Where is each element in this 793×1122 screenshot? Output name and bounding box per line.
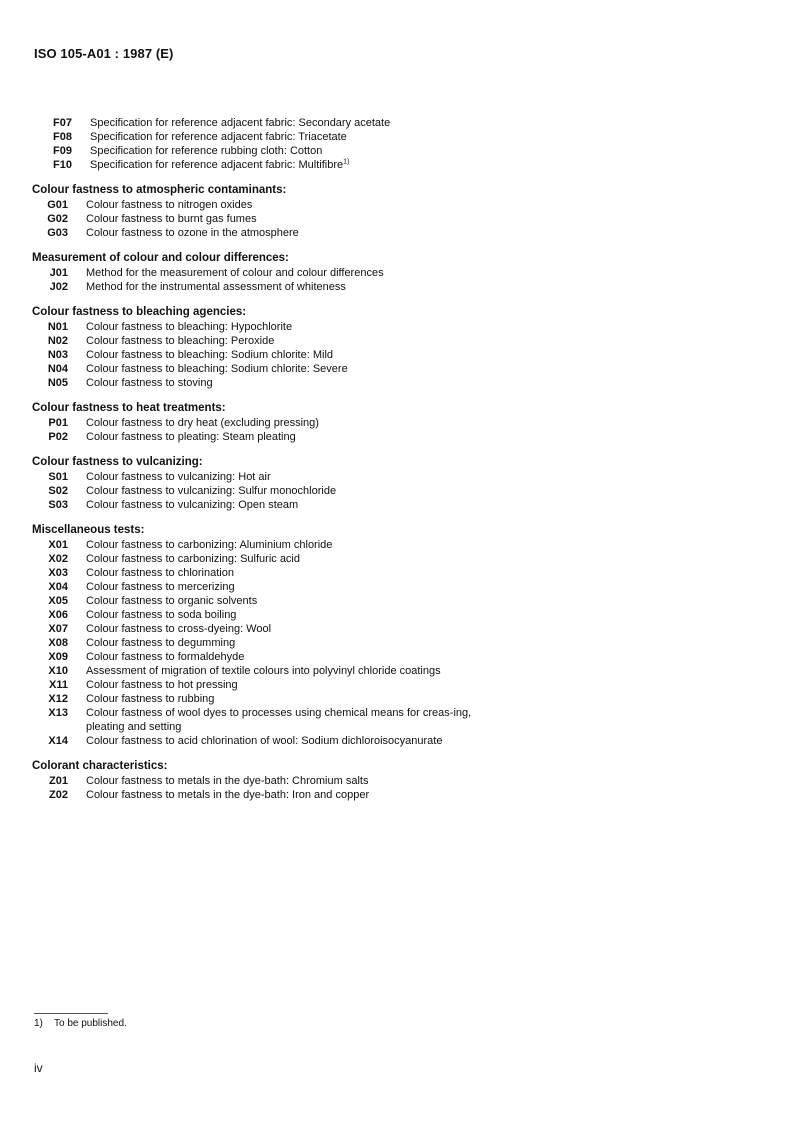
item-description: Colour fastness to mercerizing [86,581,235,593]
list-item-p01 [32,416,752,430]
list-item-n03 [32,348,752,362]
item-description: Colour fastness to organic solvents [86,595,258,607]
list-item-j01 [32,266,752,280]
list-item-n05 [32,376,752,390]
item-description: Specification for reference rubbing cloth: Cotton [90,145,323,157]
list-item-g02 [32,212,752,226]
list-item-x06 [32,608,752,622]
section-x [32,523,752,748]
section-heading: Colorant characteristics: [32,760,168,772]
item-description: Colour fastness to bleaching: Sodium chlorite: Mild [86,349,334,361]
test-method-list [32,116,752,813]
item-description: Colour fastness to formaldehyde [86,651,245,663]
item-description: Colour fastness to soda boiling [86,609,237,621]
item-description: Method for the measurement of colour and colour differences [86,267,384,279]
list-item-x10 [32,664,752,678]
item-code: X05 [48,595,68,607]
item-code: X01 [48,539,68,551]
list-item-x03 [32,566,752,580]
item-description: Colour fastness to bleaching: Hypochlorite [86,321,293,333]
list-item-n02 [32,334,752,348]
list-item-f07 [36,116,752,130]
footnote-reference: 1) [343,158,350,166]
list-item-s02 [32,484,752,498]
item-description: Method for the instrumental assessment of whiteness [86,281,346,293]
item-code: J01 [49,267,68,279]
list-item-z01 [32,774,752,788]
item-code: X08 [48,637,68,649]
item-description: Specification for reference adjacent fabric: Triacetate [90,131,347,143]
item-description: Colour fastness to cross-dyeing: Wool [86,623,272,635]
item-code: G01 [47,199,68,211]
list-item-f10 [36,158,752,172]
list-item-x12 [32,692,752,706]
item-description: Colour fastness to bleaching: Sodium chlorite: Severe [86,363,348,375]
item-description: Colour fastness to rubbing [86,693,215,705]
item-code: N02 [47,335,68,347]
list-item-n04 [32,362,752,376]
item-code: P01 [48,417,68,429]
item-code: S02 [48,485,68,497]
list-item-x02 [32,552,752,566]
list-item-f08 [36,130,752,144]
item-code: N03 [47,349,68,361]
section-heading: Colour fastness to atmospheric contaminants: [32,184,287,196]
item-code: X06 [48,609,68,621]
section-n [32,305,752,390]
item-code: X09 [48,651,68,663]
list-item-z02 [32,788,752,802]
item-code: X03 [48,567,68,579]
item-code: G03 [47,227,68,239]
item-description: Colour fastness to metals in the dye-bath: Iron and copper [86,789,370,801]
item-description: Colour fastness to nitrogen oxides [86,199,253,211]
item-code: G02 [47,213,68,225]
item-description: Colour fastness to burnt gas fumes [86,213,257,225]
section-heading: Colour fastness to heat treatments: [32,402,226,414]
list-item-g01 [32,198,752,212]
item-code: X11 [49,679,68,691]
section-f-continued [36,116,752,172]
item-code: F07 [53,117,72,129]
item-description: Colour fastness to carbonizing: Aluminium chloride [86,539,333,551]
item-code: S01 [48,471,68,483]
item-code: F08 [53,131,72,143]
section-p [32,401,752,444]
item-description: Colour fastness to vulcanizing: Open steam [86,499,299,511]
list-item-g03 [32,226,752,240]
list-item-x01 [32,538,752,552]
item-description: Colour fastness to vulcanizing: Hot air [86,471,271,483]
list-item-j02 [32,280,752,294]
item-code: N04 [47,363,68,375]
item-description: Colour fastness to chlorination [86,567,234,579]
section-heading: Measurement of colour and colour differences: [32,252,289,264]
list-item-s01 [32,470,752,484]
item-code: X12 [48,693,68,705]
list-item-x08 [32,636,752,650]
section-heading: Colour fastness to bleaching agencies: [32,306,247,318]
item-code: N05 [47,377,68,389]
list-item-x11 [32,678,752,692]
item-description: Colour fastness to bleaching: Peroxide [86,335,275,347]
list-item-x05 [32,594,752,608]
section-g [32,183,752,240]
section-s [32,455,752,512]
item-code: F10 [53,159,72,171]
footnote-divider [34,1013,108,1014]
item-description: Colour fastness to ozone in the atmosphere [86,227,299,239]
list-item-n01 [32,320,752,334]
item-code: X10 [48,665,68,677]
footnote [34,1018,127,1030]
item-code: J02 [49,281,68,293]
item-description: Colour fastness to metals in the dye-bath: Chromium salts [86,775,369,787]
section-heading: Miscellaneous tests: [32,524,145,536]
item-description: Colour fastness of wool dyes to processes using chemical means for creas-ing, pleating and setting [86,707,472,733]
item-description: Specification for reference adjacent fabric: Secondary acetate [90,117,391,129]
item-description: Colour fastness to degumming [86,637,236,649]
item-description: Colour fastness to vulcanizing: Sulfur monochloride [86,485,337,497]
item-code: S03 [48,499,68,511]
list-item-x07 [32,622,752,636]
section-z [32,759,752,802]
item-code: F09 [53,145,72,157]
item-code: X04 [48,581,68,593]
item-code: N01 [47,321,68,333]
list-item-x04 [32,580,752,594]
item-code: X13 [48,707,68,719]
item-description: Colour fastness to stoving [86,377,213,389]
list-item-x14 [32,734,752,748]
item-code: Z01 [49,775,68,787]
item-description-text: Specification for reference adjacent fabric: Multifibre [90,159,344,171]
item-code: X14 [48,735,68,747]
item-code: Z02 [49,789,68,801]
list-item-x09 [32,650,752,664]
list-item-f09 [36,144,752,158]
footnote-number: 1) [34,1018,43,1029]
item-description [90,158,490,172]
item-description: Assessment of migration of textile colours into polyvinyl chloride coatings [86,665,441,677]
list-item-x13 [32,706,752,734]
footnote-text: To be published. [54,1018,127,1029]
list-item-s03 [32,498,752,512]
section-heading: Colour fastness to vulcanizing: [32,456,203,468]
item-description: Colour fastness to dry heat (excluding pressing) [86,417,319,429]
item-description: Colour fastness to hot pressing [86,679,238,691]
item-code: P02 [48,431,68,443]
item-code: X07 [48,623,68,635]
list-item-p02 [32,430,752,444]
document-header: ISO 105-A01 : 1987 (E) [34,46,174,61]
item-description: Colour fastness to carbonizing: Sulfuric acid [86,553,300,565]
item-description: Colour fastness to acid chlorination of wool: Sodium dichloroisocyanurate [86,735,443,747]
item-description: Colour fastness to pleating: Steam pleating [86,431,296,443]
section-j [32,251,752,294]
page-number: iv [34,1061,43,1075]
item-code: X02 [48,553,68,565]
